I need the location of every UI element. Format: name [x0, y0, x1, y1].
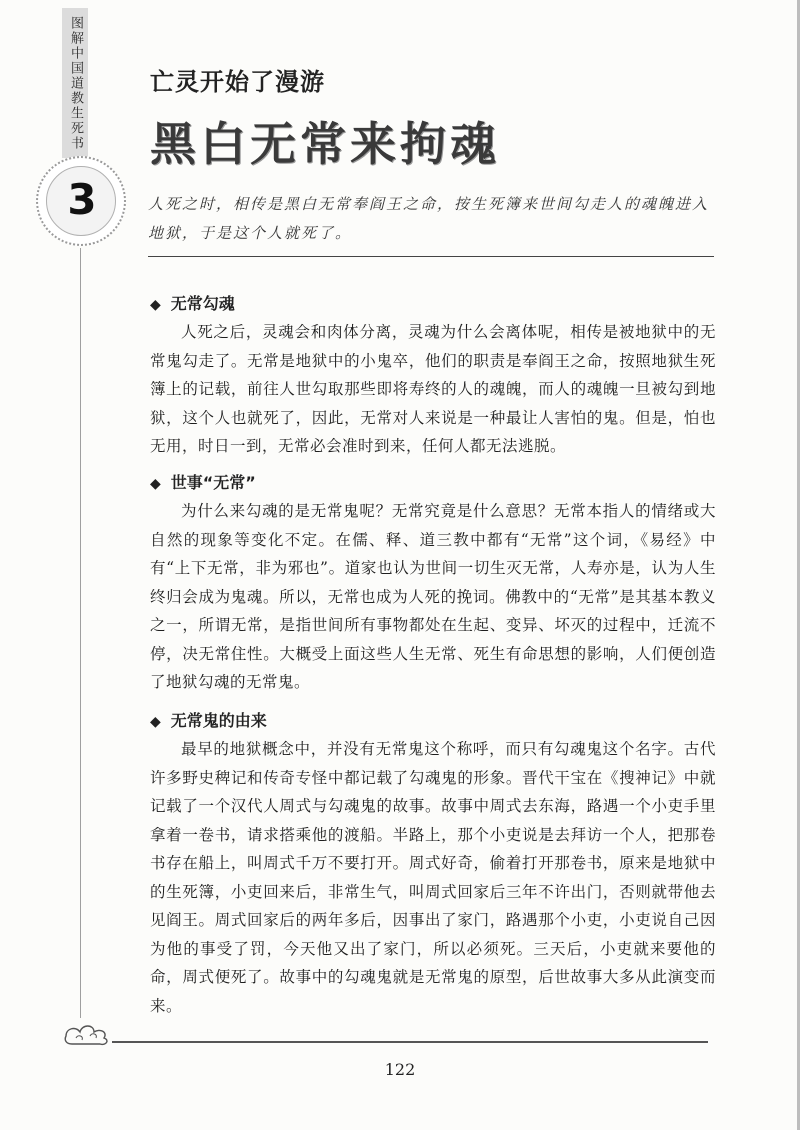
chapter-number: 3	[67, 175, 97, 224]
section-heading-text: 无常勾魂	[170, 294, 235, 313]
series-side-tab	[62, 8, 88, 158]
cloud-ornament-icon	[62, 1014, 114, 1048]
page-subtitle: 亡灵开始了漫游	[150, 68, 325, 96]
diamond-bullet-icon: ◆	[150, 714, 161, 730]
section-heading-2	[150, 470, 256, 493]
page-number: 122	[384, 1060, 416, 1079]
footer-divider	[112, 1041, 708, 1043]
section-body-1: 人死之后，灵魂会和肉体分离，灵魂为什么会离体呢，相传是被地狱中的无常鬼勾走了。无常是地狱中的小鬼卒，他们的职责是奉阎王之命，按照地狱生死簿上的记载，前往人世勾取那些即将寿终的人的魂魄，而人的魂魄一旦被勾到地狱，这个人也就死了，因此，无常对人来说是一种最让人害怕的鬼。但是，怕也无用，时日一到，无常必会准时到来，任何人都无法逃脱。	[150, 323, 716, 455]
diamond-bullet-icon: ◆	[150, 297, 161, 313]
intro-text: 人死之时，相传是黑白无常奉阎王之命，按生死簿来世间勾走人的魂魄进入地狱，于是这个人就死了。	[148, 195, 710, 242]
section-heading-text: 世事“无常”	[170, 473, 256, 492]
series-title: 图解中国道教生死书	[68, 16, 83, 151]
intro-divider	[148, 256, 714, 257]
page-title: 黑白无常来拘魂	[150, 117, 500, 171]
chapter-badge	[36, 156, 126, 246]
section-heading-3	[150, 708, 267, 731]
section-heading-1	[150, 291, 235, 314]
section-body-2: 为什么来勾魂的是无常鬼呢？无常究竟是什么意思？无常本指人的情绪或大自然的现象等变化不定。在儒、释、道三教中都有“无常”这个词，《易经》中有“上下无常，非为邪也”。道家也认为世间一切生灭无常，人寿亦是，认为人生终归会成为鬼魂。所以，无常也成为人死的挽词。佛教中的“无常”是其基本教义之一，所谓无常，是指世间所有事物都处在生起、变异、坏灭的过程中，迁流不停，决无常住性。大概受上面这些人生无常、死生有命思想的影响，人们便创造了地狱勾魂的无常鬼。	[150, 502, 716, 691]
section-heading-text: 无常鬼的由来	[170, 711, 267, 730]
section-body-3: 最早的地狱概念中，并没有无常鬼这个称呼，而只有勾魂鬼这个名字。古代许多野史稗记和传奇专怪中都记载了勾魂鬼的形象。晋代干宝在《搜神记》中就记载了一个汉代人周式与勾魂鬼的故事。故事中周式去东海，路遇一个小吏手里拿着一卷书，请求搭乘他的渡船。半路上，那个小吏说是去拜访一个人，把那卷书存在船上，叫周式千万不要打开。周式好奇，偷着打开那卷书，原来是地狱中的生死簿，小吏回来后，非常生气，叫周式回家后三年不许出门，否则就带他去见阎王。周式回家后的两年多后，因事出了家门，路遇那个小吏，小吏说自己因为他的事受了罚，今天他又出了家门，所以必须死。三天后，小吏就来要他的命，周式便死了。故事中的勾魂鬼就是无常鬼的原型，后世故事大多从此演变而来。	[150, 740, 716, 1015]
margin-line	[80, 248, 81, 1018]
diamond-bullet-icon: ◆	[150, 476, 161, 492]
chapter-badge-inner	[46, 166, 116, 236]
